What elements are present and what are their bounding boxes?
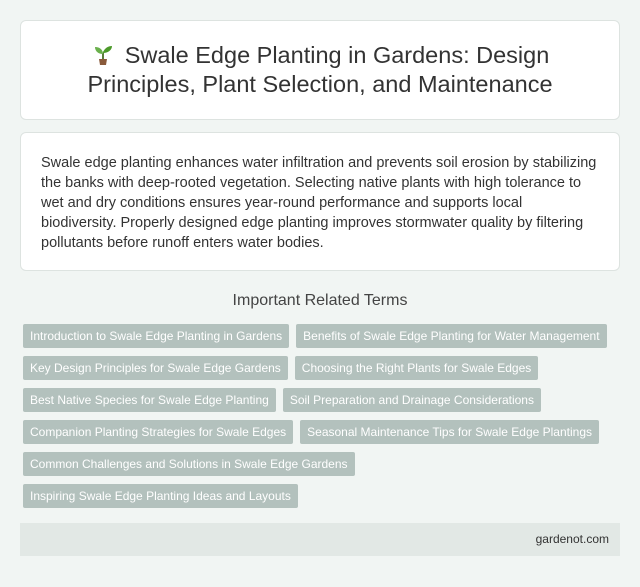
related-term-tag[interactable]: Choosing the Right Plants for Swale Edges [295,356,538,380]
summary-card [20,132,620,271]
tag-row [23,420,623,444]
tag-row [23,388,623,412]
related-term-tag[interactable]: Benefits of Swale Edge Planting for Water Management [296,324,606,348]
related-term-tag[interactable]: Introduction to Swale Edge Planting in Gardens [23,324,289,348]
related-term-tag[interactable]: Companion Planting Strategies for Swale Edges [23,420,293,444]
page-title-text: Swale Edge Planting in Gardens: Design Principles, Plant Selection, and Maintenance [87,42,553,97]
related-term-tag[interactable]: Key Design Principles for Swale Edge Gardens [23,356,288,380]
related-term-tag[interactable]: Common Challenges and Solutions in Swale Edge Gardens [23,452,355,476]
footer [20,523,620,556]
page-title [40,41,600,99]
related-terms-list [23,324,623,516]
summary-text: Swale edge planting enhances water infiltration and prevents soil erosion by stabilizing the banks with deep-rooted vegetation. Selecting native plants with high tolerance to wet and dry conditions ensures year-round performance and supports local biodiversity. Properly designed edge planting improves stormwater quality by filtering pollutants before runoff enters water bodies. [41,155,597,251]
related-terms-heading: Important Related Terms [232,292,408,309]
tag-row [23,484,623,508]
related-term-tag[interactable]: Best Native Species for Swale Edge Planting [23,388,276,412]
related-term-tag[interactable]: Soil Preparation and Drainage Considerations [283,388,541,412]
sprout-icon [91,42,115,66]
tag-row [23,324,623,348]
footer-site-link[interactable]: gardenot.com [535,532,609,546]
title-card [20,20,620,120]
tag-row [23,452,623,476]
related-term-tag[interactable]: Inspiring Swale Edge Planting Ideas and Layouts [23,484,298,508]
tag-row [23,356,623,380]
related-term-tag[interactable]: Seasonal Maintenance Tips for Swale Edge Plantings [300,420,599,444]
